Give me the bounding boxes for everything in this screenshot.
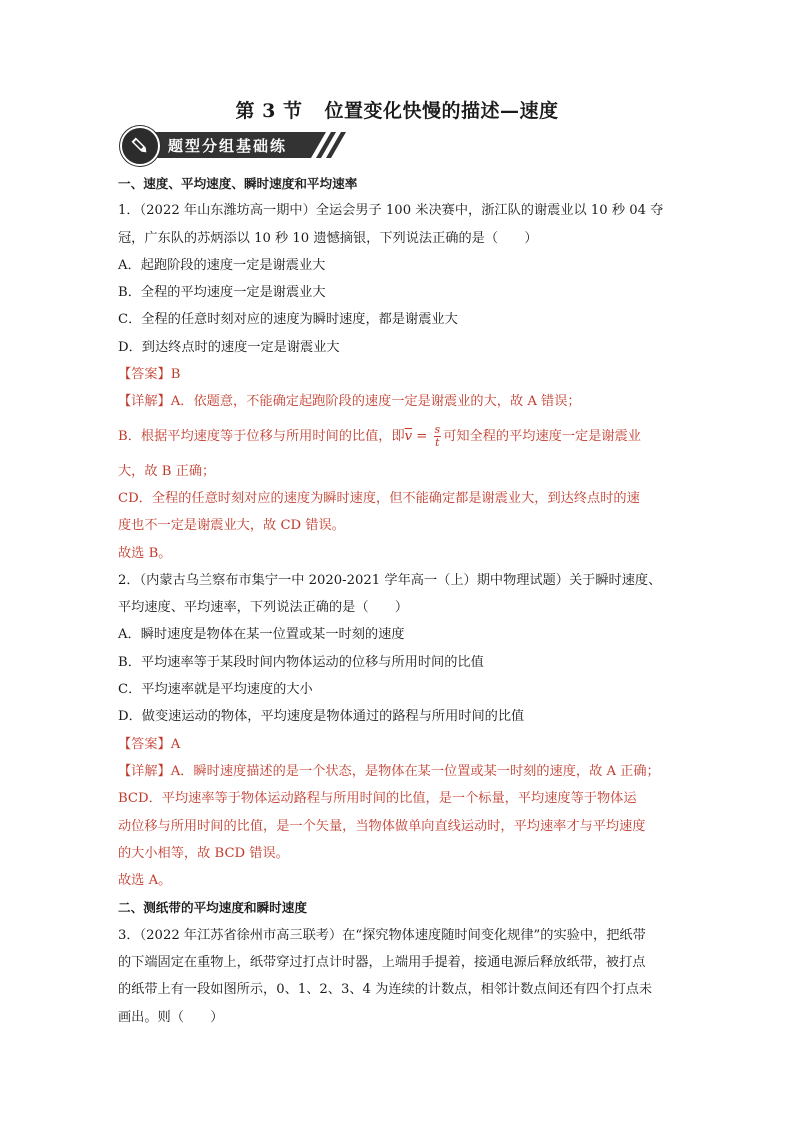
q1-option-b: B．全程的平均速度一定是谢震业大 [118, 285, 326, 301]
section-name: 位置变化快慢的描述—速度 [324, 100, 559, 122]
q3-stem-line: 的下端固定在重物上，纸带穿过打点计时器，上端用手提着，接通电源后释放纸带，被打点 [118, 955, 646, 971]
q1-detail-line: 度也不一定是谢震业大，故 CD 错误。 [118, 518, 345, 534]
worksheet-content [118, 170, 688, 1031]
q1-detail-line: 【详解】A．依题意，不能确定起跑阶段的速度一定是谢震业的大，故 A 错误； [118, 394, 581, 410]
formula-fraction: $\frac{s}{t}$ [434, 422, 441, 449]
practice-banner [120, 126, 356, 164]
q2-answer: 【答案】A [118, 736, 181, 752]
page-title [0, 96, 794, 123]
q2-stem-line: 2．（内蒙古乌兰察布市集宁一中 2020-2021 学年高一（上）期中物理试题）关于瞬时速度、 [118, 572, 662, 588]
q1-stem-line: 冠，广东队的苏炳添以 10 秒 10 遗憾摘银，下列说法正确的是（ ） [118, 230, 538, 246]
q3-stem-line: 画出。则（ ） [118, 1009, 224, 1025]
q3-stem-line: 3．（2022 年江苏省徐州市高三联考）在“探究物体速度随时间变化规律”的实验中，把纸带 [118, 927, 646, 943]
q1-detail-line: 大，故 B 正确； [118, 463, 216, 479]
q2-conclusion: 故选 A。 [118, 873, 172, 889]
section-number: 第 3 节 [235, 100, 303, 122]
q1-stem-line: 1．（2022 年山东潍坊高一期中）全运会男子 100 米决赛中，浙江队的谢震业以 10 秒 04 夺 [118, 203, 664, 219]
q1-answer: 【答案】B [118, 367, 181, 383]
q2-detail-line: 动位移与所用时间的比值，是一个矢量，当物体做单向直线运动时，平均速率才与平均速度 [118, 818, 646, 834]
q1-option-a: A．起跑阶段的速度一定是谢震业大 [118, 257, 326, 273]
q2-detail-line: BCD．平均速率等于物体运动路程与所用时间的比值，是一个标量，平均速度等于物体运 [118, 791, 637, 807]
q2-option-b: B．平均速率等于某段时间内物体运动的位移与所用时间的比值 [118, 654, 484, 670]
q3-stem-line: 的纸带上有一段如图所示，0、1、2、3、4 为连续的计数点，相邻计数点间还有四个打点未 [118, 982, 653, 998]
q2-option-d: D．做变速运动的物体，平均速度是物体通过的路程与所用时间的比值 [118, 709, 525, 725]
q2-detail-line: 的大小相等，故 BCD 错误。 [118, 845, 289, 861]
q2-option-c: C．平均速率就是平均速度的大小 [118, 682, 313, 698]
q1-conclusion: 故选 B。 [118, 545, 172, 561]
q1-detail-formula-line: B．根据平均速度等于位移与所用时间的比值，即$\overline{v}$ = $\frac{s}{t}$ 可知全程的平均速度一定是谢震业 [118, 422, 641, 449]
q2-stem-line: 平均速度、平均速率，下列说法正确的是（ ） [118, 600, 409, 616]
banner-stripes [306, 132, 354, 158]
section-heading-1: 一、速度、平均速度、瞬时速度和平均速率 [118, 176, 358, 191]
q1-detail-line: CD．全程的任意时刻对应的速度为瞬时速度，但不能确定都是谢震业大，到达终点时的速 [118, 490, 640, 506]
q1-option-d: D．到达终点时的速度一定是谢震业大 [118, 339, 340, 355]
banner-label: 题型分组基础练 [168, 137, 288, 155]
pen-badge-icon [120, 126, 160, 166]
q2-detail-line: 【详解】A．瞬时速度描述的是一个状态，是物体在某一位置或某一时刻的速度，故 A 正确； [118, 763, 660, 779]
q1-option-c: C．全程的任意时刻对应的速度为瞬时速度，都是谢震业大 [118, 312, 458, 328]
section-heading-2: 二、测纸带的平均速度和瞬时速度 [118, 900, 307, 916]
formula-v-bar: $\overline{v}$ [404, 428, 413, 444]
q2-option-a: A．瞬时速度是物体在某一位置或某一时刻的速度 [118, 627, 405, 643]
